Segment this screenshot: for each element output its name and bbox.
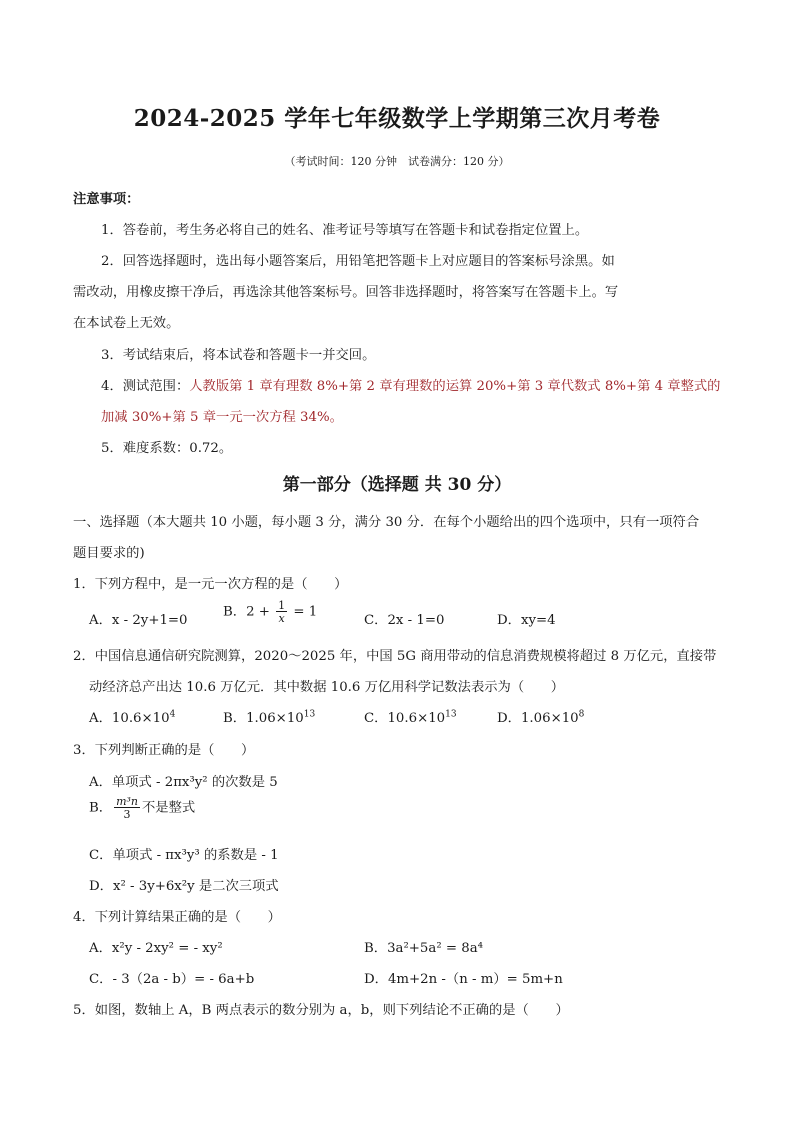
page-title: 2024-2025 学年七年级数学上学期第三次月考卷 [133, 105, 661, 132]
question-2-stem-line-2: 动经济总产出达 10.6 万亿元．其中数据 10.6 万亿用科学记数法表示为（ ） [89, 680, 565, 695]
notice-item-2-line-2: 需改动，用橡皮擦干净后，再选涂其他答案标号。回答非选择题时，将答案写在答题卡上。写 [73, 285, 619, 300]
question-5-stem: 5．如图，数轴上 A，B 两点表示的数分别为 a，b，则下列结论不正确的是（ ） [73, 1003, 569, 1018]
question-1-option-c: C．2x - 1=0 [364, 613, 445, 628]
section-heading: 第一部分（选择题 共 30 分） [282, 475, 512, 495]
question-2-option-a [89, 707, 175, 726]
question-3-option-d: D．x² - 3y+6x²y 是二次三项式 [89, 879, 279, 894]
notice-item-2-line-3: 在本试卷上无效。 [73, 316, 180, 331]
question-1-option-d: D．xy=4 [497, 613, 556, 628]
exam-info: （考试时间：120 分钟 试卷满分：120 分） [284, 155, 510, 168]
fraction-numerator: m³n [116, 795, 139, 808]
part1-intro-line-2: 题目要求的) [73, 546, 145, 561]
question-4-option-b: B．3a²+5a² = 8a⁴ [364, 941, 483, 956]
question-3-option-b [89, 796, 195, 820]
question-2-option-c [364, 707, 457, 726]
notice-heading: 注意事项： [73, 192, 140, 207]
fraction [114, 796, 140, 820]
notice-item-4-line-1 [101, 375, 720, 394]
question-4-option-a: A．x²y - 2xy² = - xy² [89, 941, 223, 956]
scope-label: 4．测试范围： [101, 379, 190, 394]
notice-item-4-line-2: 加减 30%+第 5 章一元一次方程 34%。 [101, 410, 343, 425]
exponent: 8 [578, 709, 585, 720]
question-1-option-a: A．x - 2y+1=0 [89, 613, 188, 628]
notice-item-2-line-1: 2．回答选择题时，选出每小题答案后，用铅笔把答题卡上对应题目的答案标号涂黑。如 [101, 254, 615, 269]
option-text: A．10.6×10 [89, 711, 170, 726]
option-b-prefix: B．2 + [223, 604, 270, 620]
fraction-denominator: 3 [123, 808, 131, 821]
notice-item-3: 3．考试结束后，将本试卷和答题卡一并交回。 [101, 348, 376, 363]
exponent: 13 [303, 709, 316, 720]
exponent: 13 [445, 709, 457, 720]
option-b-suffix: = 1 [293, 604, 318, 620]
option-text: D．1.06×10 [497, 711, 579, 726]
fraction [276, 600, 287, 624]
notice-item-5: 5．难度系数：0.72。 [101, 441, 233, 456]
question-4-option-d: D．4m+2n -（n - m）= 5m+n [364, 972, 563, 987]
question-3-option-a: A．单项式 - 2πx³y² 的次数是 5 [89, 775, 278, 790]
question-4-stem: 4．下列计算结果正确的是（ ） [73, 910, 281, 925]
option-b-suffix: 不是整式 [142, 800, 196, 816]
notice-item-1: 1．答卷前，考生务必将自己的姓名、准考证号等填写在答题卡和试卷指定位置上。 [101, 223, 589, 238]
option-text: C．10.6×10 [364, 711, 446, 726]
question-1-stem: 1．下列方程中，是一元一次方程的是（ ） [73, 577, 348, 592]
fraction-denominator: x [278, 612, 285, 625]
option-b-prefix: B． [89, 800, 113, 816]
exponent: 4 [169, 709, 176, 720]
scope-text: 人教版第 1 章有理数 8%+第 2 章有理数的运算 20%+第 3 章代数式 8%+第 4 章整式的 [189, 379, 721, 394]
question-2-option-d [497, 707, 584, 726]
part1-intro-line-1: 一、选择题（本大题共 10 小题，每小题 3 分，满分 30 分．在每个小题给出的四个选项中，只有一项符合 [73, 515, 700, 530]
question-3-stem: 3．下列判断正确的是（ ） [73, 743, 255, 758]
question-1-option-b [223, 600, 317, 624]
question-2-stem-line-1: 2．中国信息通信研究院测算，2020～2025 年，中国 5G 商用带动的信息消费规模将超过 8 万亿元，直接带 [73, 649, 717, 664]
question-4-option-c: C．- 3（2a - b）= - 6a+b [89, 972, 255, 987]
fraction-numerator: 1 [278, 599, 286, 612]
question-2-option-b [223, 707, 315, 726]
option-text: B．1.06×10 [223, 711, 304, 726]
question-3-option-c: C．单项式 - πx³y³ 的系数是 - 1 [89, 848, 279, 863]
